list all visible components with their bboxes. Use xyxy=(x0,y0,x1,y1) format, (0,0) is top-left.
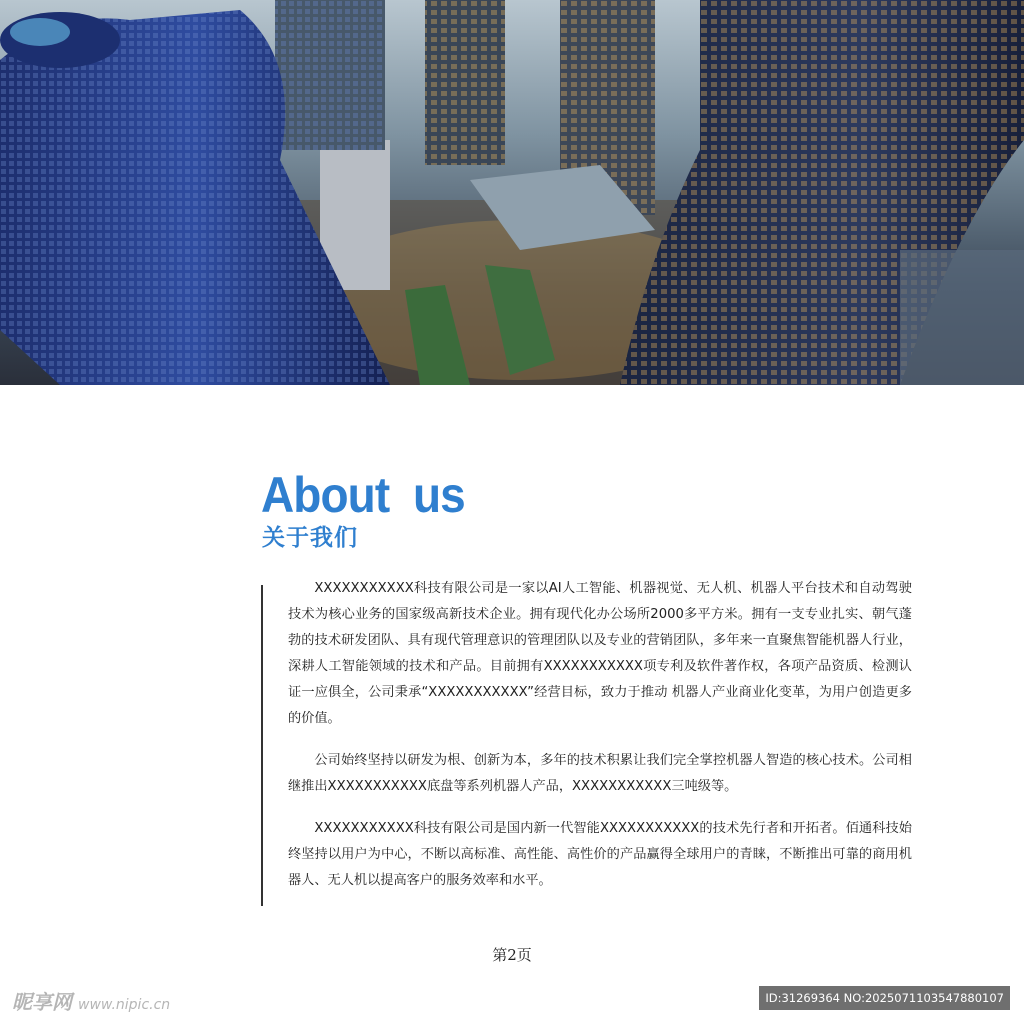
page-title: About us xyxy=(261,467,465,523)
watermark-brand xyxy=(12,986,170,1015)
vertical-divider xyxy=(261,585,263,906)
watermark-brand-name: 昵享网 xyxy=(12,990,72,1014)
paragraph: XXXXXXXXXXX科技有限公司是一家以AI人工智能、机器视觉、无人机、机器人平台技术和自动驾驶技术为核心业务的国家级高新技术企业。拥有现代化办公场所2000多平方米。拥有一支专业扎实、朝气蓬勃的技术研发团队、具有现代管理意识的管理团队以及专业的营销团队，多年来一直聚焦智能机器人行业，深耕人工智能领域的技术和产品。目前拥有XXXXXXXXXXX项专利及软件著作权，各项产品资质、检测认证一应俱全，公司秉承“XXXXXXXXXXX”经营目标，致力于推动 机器人产业商业化变革，为用户创造更多的价值。 xyxy=(288,581,912,726)
about-body xyxy=(288,576,912,910)
watermark-url: www.nipic.cn xyxy=(78,997,171,1013)
paragraph: 公司始终坚持以研发为根、创新为本，多年的技术积累让我们完全掌控机器人智造的核心技术。公司相继推出XXXXXXXXXXX底盘等系列机器人产品，XXXXXXXXXXX三吨级等。 xyxy=(288,753,912,794)
skyscrapers-illustration xyxy=(0,0,1024,385)
watermark-id-badge: ID:31269364 NO:20250711035478801​07 xyxy=(759,986,1010,1010)
hero-city-photo xyxy=(0,0,1024,385)
page-subtitle: 关于我们 xyxy=(262,525,358,551)
page-number: 第2页 xyxy=(492,946,532,964)
paragraph: XXXXXXXXXXX科技有限公司是国内新一代智能XXXXXXXXXXX的技术先行者和开拓者。佰通科技始终坚持以用户为中心，不断以高标准、高性能、高性价的产品赢得全球用户的青睐，不断推出可靠的商用机器人、无人机以提高客户的服务效率和水平。 xyxy=(288,821,912,888)
